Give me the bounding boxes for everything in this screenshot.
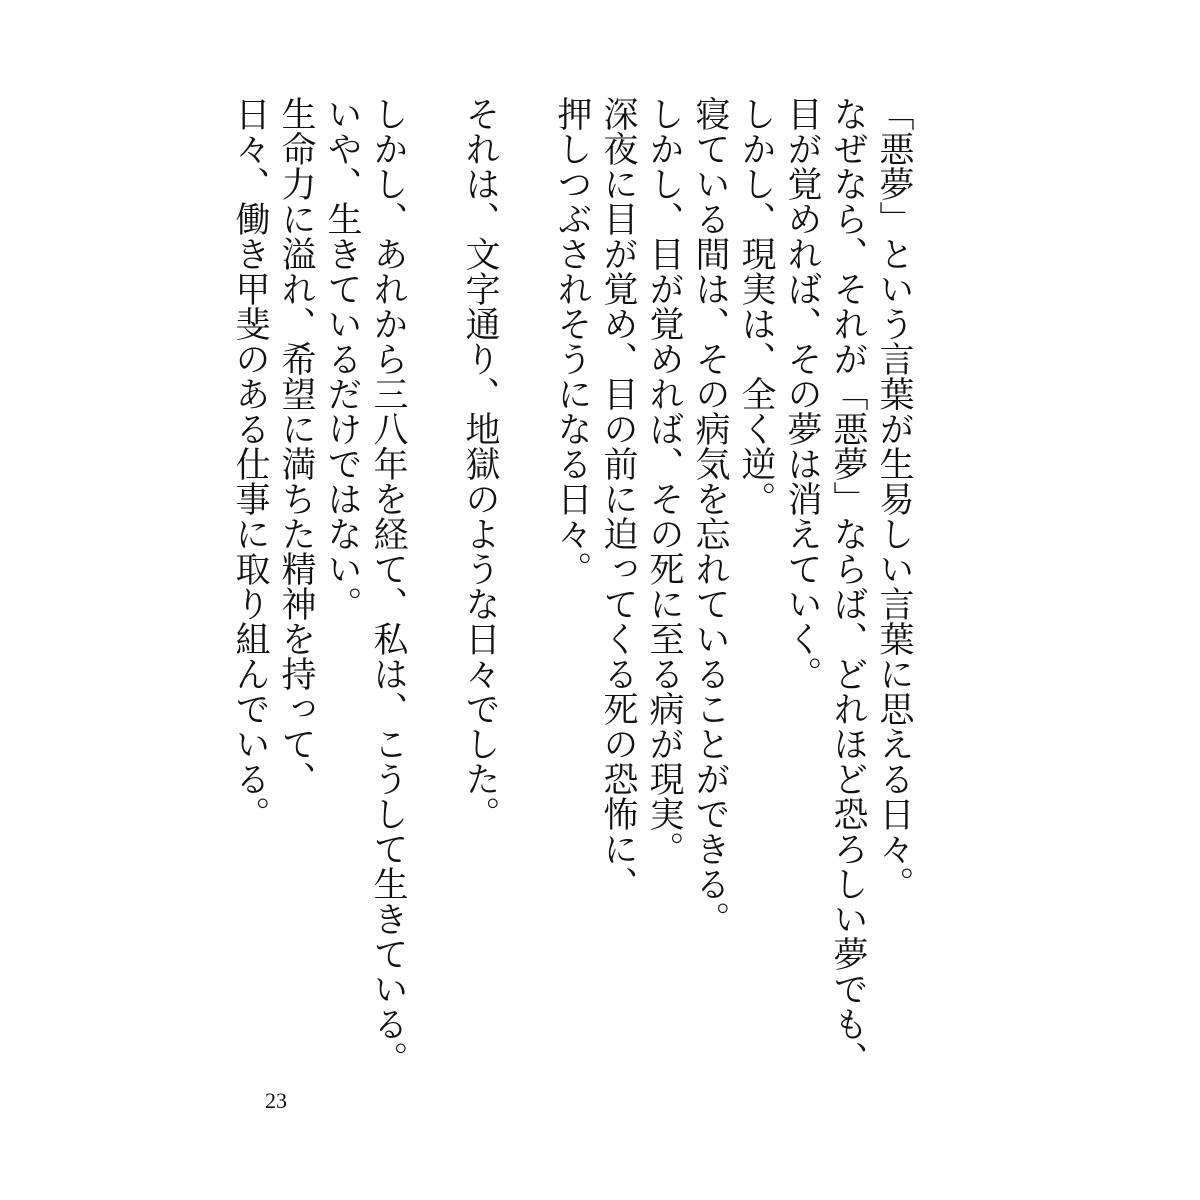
text-line: 目が覚めれば、その夢は消えていく。 xyxy=(782,96,822,691)
vertical-text-block xyxy=(227,96,917,1076)
text-line: 日々、働き甲斐のある仕事に取り組んでいる。 xyxy=(230,96,270,831)
text-line: しかし、あれから三八年を経て、私は、こうして生きている。 xyxy=(368,96,408,1076)
text-line: なぜなら、それが「悪夢」ならば、どれほど恐ろしい夢でも、 xyxy=(828,96,868,1076)
text-line: いや、生きているだけではない。 xyxy=(322,96,362,621)
text-line: 寝ている間は、その病気を忘れていることができる。 xyxy=(690,96,730,936)
text-line: それは、文字通り、地獄のような日々でした。 xyxy=(460,96,500,831)
text-line: 押しつぶされそうになる日々。 xyxy=(552,96,592,586)
text-line: しかし、目が覚めれば、その死に至る病が現実。 xyxy=(644,96,684,866)
blank-line xyxy=(411,96,457,976)
page-number: 23 xyxy=(265,1088,287,1113)
text-line: 生命力に溢れ、希望に満ちた精神を持って、 xyxy=(276,96,316,796)
text-line: しかし、現実は、全く逆。 xyxy=(736,96,776,516)
text-line: 「悪夢」という言葉が生易しい言葉に思える日々。 xyxy=(874,96,914,901)
text-line: 深夜に目が覚め、目の前に迫ってくる死の恐怖に、 xyxy=(598,96,638,901)
blank-line xyxy=(503,96,549,976)
